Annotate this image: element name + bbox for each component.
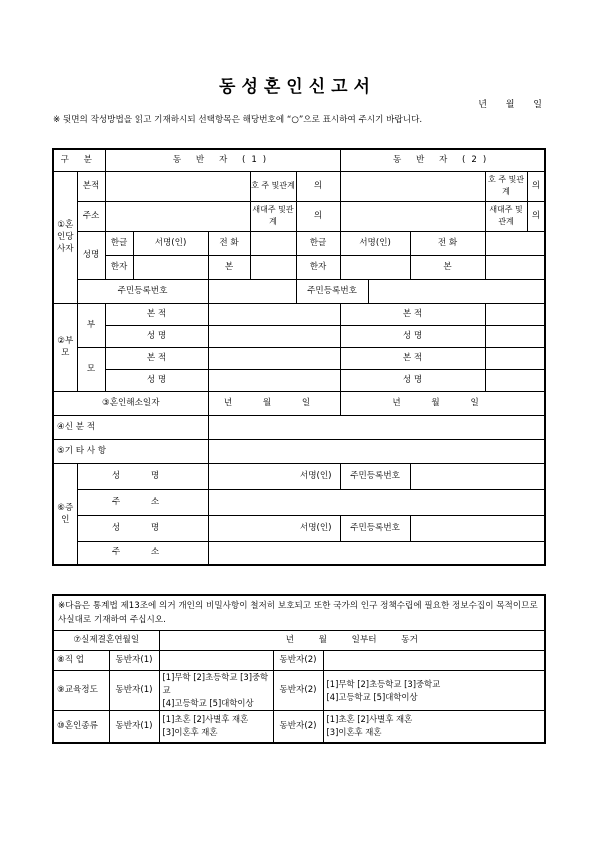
field-saedaeju-2[interactable]: 의	[527, 201, 545, 231]
field-saedaeju-1[interactable]: 의	[296, 201, 340, 231]
field-father-bonjeok-2[interactable]	[485, 303, 545, 325]
label-status: ④신 분 적	[53, 415, 208, 439]
field-father-bonjeok-1[interactable]	[208, 303, 340, 325]
field-rrn-1[interactable]	[208, 279, 296, 303]
statistics-table	[52, 594, 546, 744]
label-witness1-name: 성 명	[77, 463, 208, 489]
field-hoju-2[interactable]: 의	[527, 171, 545, 201]
report-date: 년 월 일	[478, 100, 543, 110]
label-witness2-address: 주 소	[77, 541, 208, 565]
field-phone-1[interactable]	[250, 231, 296, 255]
label-witness1-rrn: 주민등록번호	[340, 463, 410, 489]
mar-p2-line1: [1]초혼 [2]사별후 재혼	[326, 714, 413, 725]
label-mother-name-1: 성 명	[105, 369, 208, 391]
section-parents: ②부모	[53, 303, 77, 391]
label-witness1-address: 주 소	[77, 489, 208, 515]
label-father-name-2: 성 명	[340, 325, 485, 347]
label-divorce-date: ③혼인해소일자	[53, 391, 208, 415]
field-bonjeok-2[interactable]	[340, 171, 485, 201]
options-mar-p1[interactable]	[159, 711, 273, 743]
field-witness1-address[interactable]	[208, 489, 545, 515]
stats-notice: ※다음은 통계법 제13조에 의거 개인의 비밀사항이 철저히 보호되고 또한 국가의 인구 정책수립에 필요한 정보수집이 목적이므로 사실대로 기재하여 주십시오.	[53, 595, 545, 631]
mar-p1-line2: [3]이혼후 재혼	[162, 727, 218, 738]
label-actual-date: ⑦실제결혼연월일	[53, 631, 159, 651]
field-witness1-sign[interactable]: 서명(인)	[208, 463, 340, 489]
main-form-table	[52, 148, 546, 566]
field-bon-2[interactable]	[485, 255, 545, 279]
field-father-name-2[interactable]	[485, 325, 545, 347]
options-edu-p2[interactable]	[323, 671, 545, 711]
label-father: 부	[77, 303, 105, 347]
field-rrn-2[interactable]	[368, 279, 545, 303]
edu-p2-line1: [1]무학 [2]초등학교 [3]중학교	[326, 678, 441, 689]
label-witness2-rrn: 주민등록번호	[340, 515, 410, 541]
label-mother-name-2: 성 명	[340, 369, 485, 391]
field-mother-bonjeok-1[interactable]	[208, 347, 340, 369]
field-divorce-date-2[interactable]: 년 월 일	[340, 391, 545, 415]
label-father-bonjeok-2: 본 적	[340, 303, 485, 325]
label-hoju-2: 호 주 및관계	[485, 171, 527, 201]
label-job: ⑧직 업	[53, 651, 109, 671]
label-saedaeju-2: 새대주 및관계	[485, 201, 527, 231]
field-status[interactable]	[208, 415, 545, 439]
field-mother-name-2[interactable]	[485, 369, 545, 391]
field-divorce-date-1[interactable]: 년 월 일	[208, 391, 340, 415]
field-sign-2[interactable]: 서명(인)	[340, 231, 410, 255]
field-bonjeok-1[interactable]	[105, 171, 250, 201]
label-other: ⑤기 타 사 항	[53, 439, 208, 463]
edu-p1-line2: [4]고등학교 [5]대학이상	[162, 698, 254, 708]
label-marriage-type: ⑩혼인종류	[53, 711, 109, 743]
options-mar-p2[interactable]	[323, 711, 545, 743]
label-father-name-1: 성 명	[105, 325, 208, 347]
section-party: ①혼인당사자	[53, 171, 77, 303]
label-hanja-2: 한자	[296, 255, 340, 279]
edu-p2-line2: [4]고등학교 [5]대학이상	[326, 691, 418, 702]
label-bon-1: 본	[208, 255, 250, 279]
label-mar-p1: 동반자(1)	[109, 711, 159, 743]
mar-p2-line2: [3]이혼후 재혼	[326, 727, 382, 738]
label-job-p1: 동반자(1)	[109, 651, 159, 671]
section-witness: ⑥증인	[53, 463, 77, 565]
field-job-p1[interactable]	[159, 651, 273, 671]
label-mother-bonjeok-2: 본 적	[340, 347, 485, 369]
field-other[interactable]	[208, 439, 545, 463]
field-witness1-rrn[interactable]	[410, 463, 545, 489]
field-hanja-1[interactable]	[133, 255, 208, 279]
instruction-note: ※ 뒷면의 작성방법을 읽고 기재하시되 선택항목은 해당번호에 “○”으로 표시하여 주시기 바랍니다.	[53, 115, 423, 125]
header-partner-2: 동 반 자 (2)	[340, 149, 545, 171]
field-actual-date[interactable]: 년 월 일부터 동거	[159, 631, 545, 651]
field-mother-bonjeok-2[interactable]	[485, 347, 545, 369]
label-hangeul-2: 한글	[296, 231, 340, 255]
label-rrn-2: 주민등록번호	[296, 279, 368, 303]
field-phone-2[interactable]	[485, 231, 545, 255]
field-hanja-2[interactable]	[340, 255, 410, 279]
label-father-bonjeok-1: 본 적	[105, 303, 208, 325]
field-mother-name-1[interactable]	[208, 369, 340, 391]
label-mar-p2: 동반자(2)	[273, 711, 323, 743]
label-job-p2: 동반자(2)	[273, 651, 323, 671]
label-hangeul-1: 한글	[105, 231, 133, 255]
label-education: ⑨교육정도	[53, 671, 109, 711]
header-partner-1: 동 반 자 (1)	[105, 149, 340, 171]
field-juso-2[interactable]	[340, 201, 485, 231]
label-phone-2: 전 화	[410, 231, 485, 255]
label-bon-2: 본	[410, 255, 485, 279]
page-title: 동성혼인신고서	[219, 77, 376, 97]
field-witness2-address[interactable]	[208, 541, 545, 565]
header-gubun: 구 분	[53, 149, 105, 171]
label-edu-p1: 동반자(1)	[109, 671, 159, 711]
field-sign-1[interactable]: 서명(인)	[133, 231, 208, 255]
edu-p1-line1: [1]무학 [2]초등학교 [3]중학교	[162, 672, 269, 695]
label-edu-p2: 동반자(2)	[273, 671, 323, 711]
field-father-name-1[interactable]	[208, 325, 340, 347]
label-witness2-name: 성 명	[77, 515, 208, 541]
options-edu-p1[interactable]	[159, 671, 273, 711]
label-rrn-1: 주민등록번호	[77, 279, 208, 303]
field-witness2-sign[interactable]: 서명(인)	[208, 515, 340, 541]
label-name: 성명	[77, 231, 105, 279]
label-juso-1: 주소	[77, 201, 105, 231]
label-phone-1: 전 화	[208, 231, 250, 255]
label-hoju-1: 호 주 및관계	[250, 171, 296, 201]
label-bonjeok-1: 본적	[77, 171, 105, 201]
field-witness2-rrn[interactable]	[410, 515, 545, 541]
label-saedaeju-1: 새대주 및관계	[250, 201, 296, 231]
label-hanja-1: 한자	[105, 255, 133, 279]
field-juso-1[interactable]	[105, 201, 250, 231]
mar-p1-line1: [1]초혼 [2]사별후 재혼	[162, 714, 249, 725]
field-hoju-1[interactable]: 의	[296, 171, 340, 201]
label-mother-bonjeok-1: 본 적	[105, 347, 208, 369]
field-bon-1[interactable]	[250, 255, 296, 279]
field-job-p2[interactable]	[323, 651, 545, 671]
label-mother: 모	[77, 347, 105, 391]
